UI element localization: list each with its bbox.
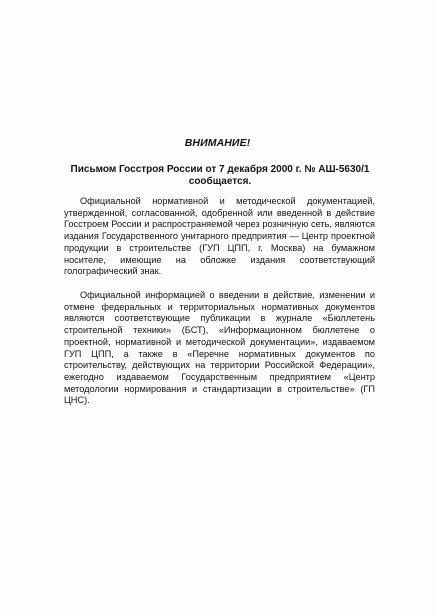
notice-subheading: Письмом Госстроя России от 7 декабря 2000 г. № АШ-5630/1 сообщается.: [70, 164, 370, 187]
paragraph-official-documentation: Официальной нормативной и методической документацией, утвержденной, согласованной, одобренной или введенной в действие Госстроем России и распространяемой через розничную сеть, являются издания Государственного унитарного предприятия — Центр проектной продукции в строительстве (ГУП ЦПП, г. Москва) на бумажном носителе, имеющие на обложке издания соответствующий голографический знак.: [64, 196, 375, 277]
notice-title: ВНИМАНИЕ!: [184, 137, 251, 149]
paragraph-official-information: Официальной информацией о введении в действие, изменении и отмене федеральных и территориальных нормативных документов являются соответствующие публикации в журнале «Бюллетень строительной техники» (БСТ), «Информационном бюллетене о проектной, нормативной и методической документации», издаваемом ГУП ЦПП, а также в «Перечне нормативных документов по строительству, действующих на территории Российской Федерации», ежегодно издаваемом Государственным предприятием «Центр методологии нормирования и стандартизации в строительстве» (ГП ЦНС).: [64, 290, 375, 406]
